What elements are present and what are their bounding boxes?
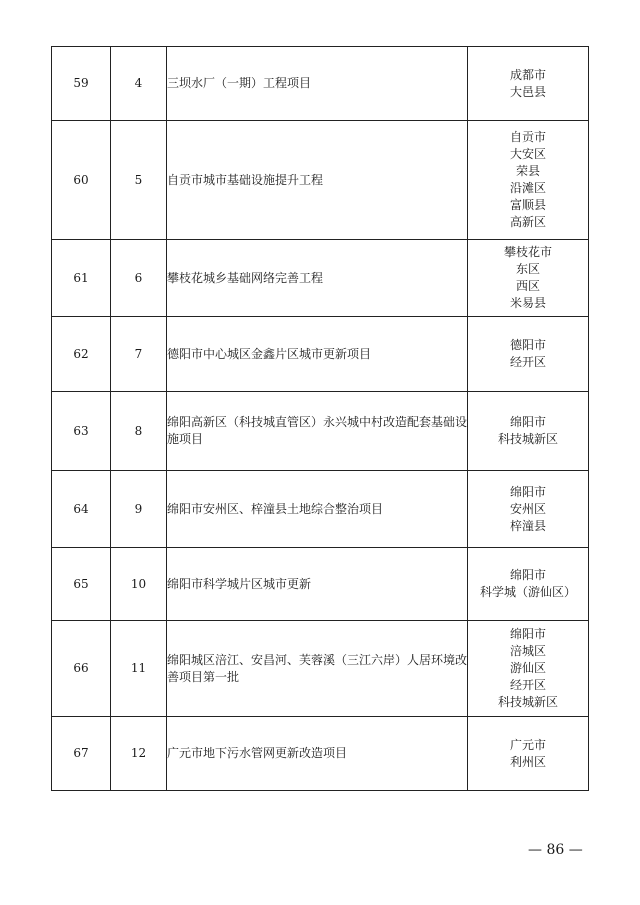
row-number-cell: 63 (52, 392, 111, 471)
table-row (52, 121, 589, 240)
table-row (52, 47, 589, 121)
sequence-cell: 7 (111, 317, 167, 392)
table-row (52, 240, 589, 317)
sequence-cell: 9 (111, 471, 167, 548)
location-line: 荣县 (515, 164, 540, 178)
location-line: 绵阳市 (509, 568, 546, 582)
location-cell (468, 717, 589, 791)
sequence-cell: 10 (111, 548, 167, 621)
location-line: 自贡市 (509, 130, 546, 144)
row-number-cell: 66 (52, 621, 111, 717)
location-line: 科技城新区 (497, 432, 558, 446)
row-number-cell: 60 (52, 121, 111, 240)
table-row (52, 621, 589, 717)
row-number-cell: 59 (52, 47, 111, 121)
project-name-cell: 自贡市城市基础设施提升工程 (167, 121, 468, 240)
location-cell (468, 317, 589, 392)
location-line: 绵阳市 (509, 627, 546, 641)
sequence-cell: 4 (111, 47, 167, 121)
project-name-cell: 攀枝花城乡基础网络完善工程 (167, 240, 468, 317)
location-line: 大邑县 (509, 84, 546, 99)
table-row (52, 392, 589, 471)
location-cell (468, 548, 589, 621)
row-number-cell: 61 (52, 240, 111, 317)
location-cell (468, 47, 589, 121)
location-line: 东区 (515, 262, 540, 276)
location-line: 西区 (515, 279, 540, 293)
table-row (52, 471, 589, 548)
location-line: 涪城区 (509, 644, 546, 658)
location-line: 德阳市 (509, 338, 546, 352)
location-line: 科学城（游仙区） (479, 585, 576, 599)
project-name-cell: 三坝水厂（一期）工程项目 (167, 47, 468, 121)
table-row (52, 317, 589, 392)
location-line: 绵阳市 (509, 415, 546, 429)
row-number-cell: 62 (52, 317, 111, 392)
location-line: 攀枝花市 (503, 245, 552, 259)
location-line: 利州区 (509, 754, 546, 769)
location-line: 安州区 (509, 501, 546, 516)
location-line: 经开区 (509, 355, 546, 369)
page-number: — 86 — (528, 842, 583, 858)
project-table (51, 46, 589, 791)
location-line: 游仙区 (509, 661, 546, 675)
location-cell (468, 471, 589, 548)
sequence-cell: 12 (111, 717, 167, 791)
project-name-cell: 广元市地下污水管网更新改造项目 (167, 717, 468, 791)
location-cell (468, 121, 589, 240)
row-number-cell: 65 (52, 548, 111, 621)
project-name-cell: 绵阳高新区（科技城直管区）永兴城中村改造配套基础设施项目 (167, 392, 468, 471)
location-cell (468, 240, 589, 317)
project-name-cell: 德阳市中心城区金鑫片区城市更新项目 (167, 317, 468, 392)
location-line: 绵阳市 (509, 484, 546, 499)
location-line: 经开区 (509, 678, 546, 692)
location-line: 科技城新区 (497, 695, 558, 709)
sequence-cell: 6 (111, 240, 167, 317)
sequence-cell: 8 (111, 392, 167, 471)
location-line: 广元市 (509, 737, 546, 752)
location-line: 成都市 (509, 67, 546, 82)
location-line: 高新区 (509, 215, 546, 229)
project-name-cell: 绵阳市安州区、梓潼县土地综合整治项目 (167, 471, 468, 548)
row-number-cell: 67 (52, 717, 111, 791)
project-table-body (52, 47, 589, 791)
sequence-cell: 11 (111, 621, 167, 717)
location-line: 梓潼县 (509, 518, 546, 533)
location-line: 大安区 (509, 147, 546, 161)
row-number-cell: 64 (52, 471, 111, 548)
table-row (52, 548, 589, 621)
location-line: 米易县 (509, 296, 546, 310)
sequence-cell: 5 (111, 121, 167, 240)
location-cell (468, 392, 589, 471)
location-line: 富顺县 (509, 198, 546, 212)
project-name-cell: 绵阳市科学城片区城市更新 (167, 548, 468, 621)
project-name-cell: 绵阳城区涪江、安昌河、芙蓉溪（三江六岸）人居环境改善项目第一批 (167, 621, 468, 717)
location-cell (468, 621, 589, 717)
location-line: 沿滩区 (509, 181, 546, 195)
table-row (52, 717, 589, 791)
